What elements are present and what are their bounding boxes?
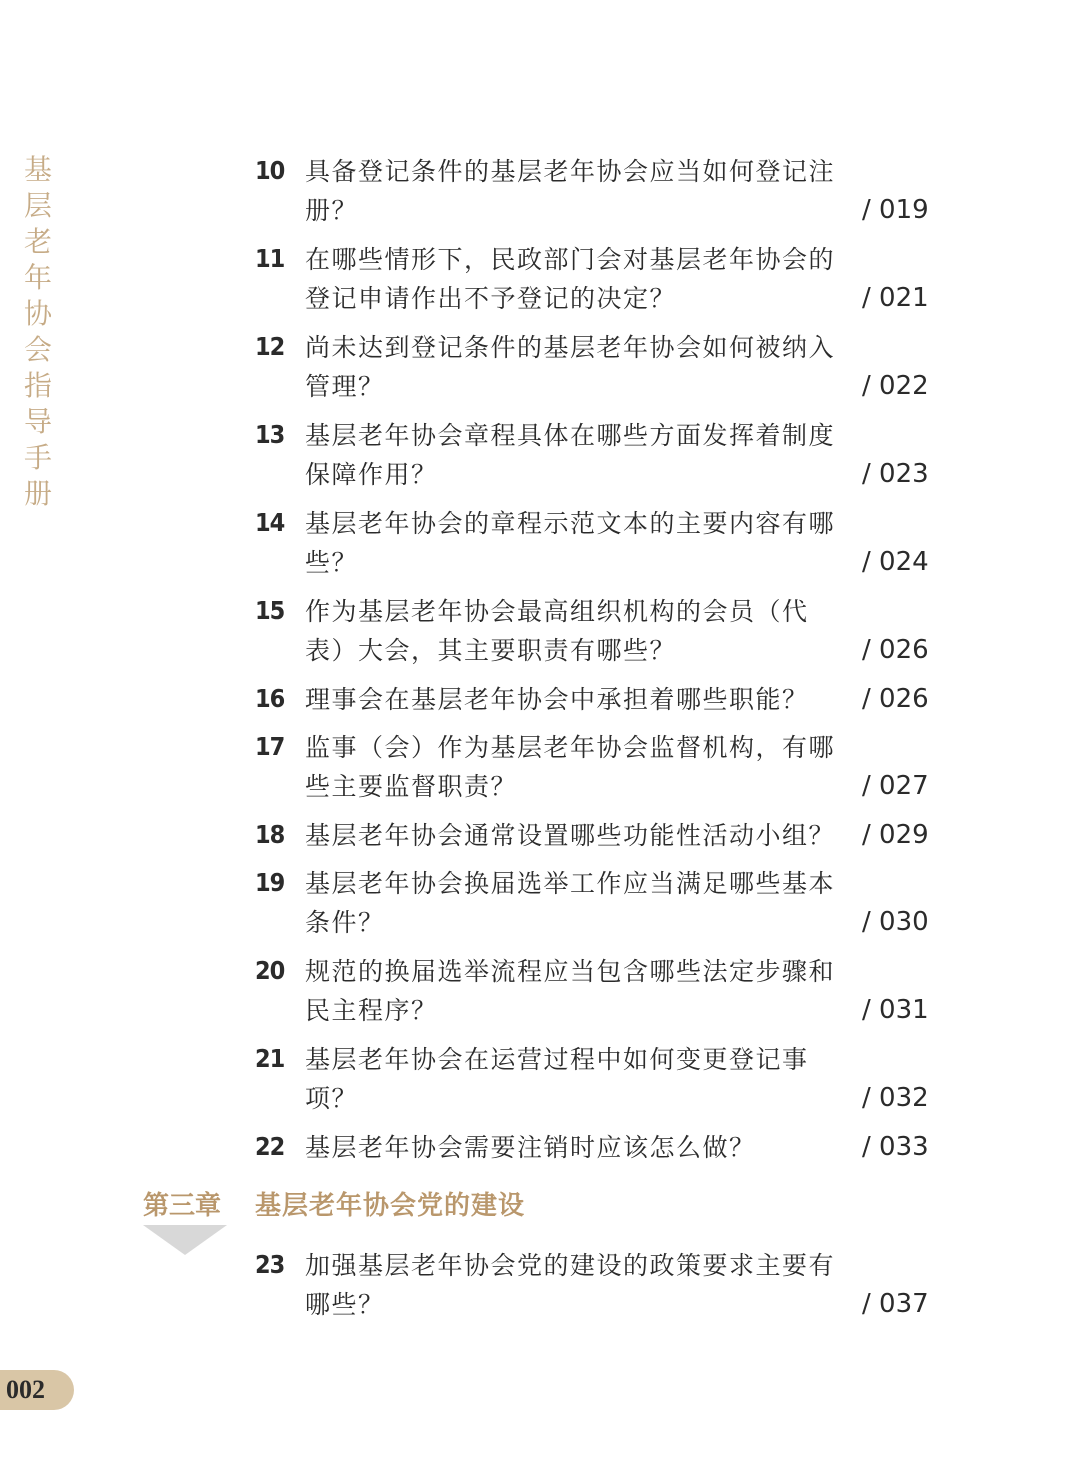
- entry-number: 13: [255, 420, 285, 449]
- entry-question: 监事（会）作为基层老年协会监督机构，有哪些主要监督职责？: [305, 733, 836, 801]
- toc-entry-21[interactable]: [0, 1040, 1080, 1120]
- page-number-badge: [0, 1370, 74, 1410]
- entry-question: 基层老年协会换届选举工作应当满足哪些基本条件？: [305, 869, 836, 937]
- book-title-char: 层: [23, 189, 52, 222]
- entry-number: 22: [255, 1132, 285, 1161]
- entry-number: 12: [255, 332, 285, 361]
- toc-entry-16[interactable]: [0, 680, 1080, 720]
- entry-page: / 022: [862, 371, 929, 401]
- toc-entry-17[interactable]: [0, 728, 1080, 808]
- entry-question: 尚未达到登记条件的基层老年协会如何被纳入管理？: [305, 333, 836, 401]
- entry-page: / 032: [862, 1083, 929, 1113]
- entry-question: 基层老年协会需要注销时应该怎么做？: [305, 1133, 756, 1162]
- toc-entry-20[interactable]: [0, 952, 1080, 1032]
- book-title-char: 指: [23, 369, 52, 402]
- entry-number: 23: [255, 1250, 285, 1279]
- entry-page: / 019: [862, 195, 929, 225]
- entry-question: 基层老年协会通常设置哪些功能性活动小组？: [305, 821, 836, 850]
- toc-entry-19[interactable]: [0, 864, 1080, 944]
- toc-entry-18[interactable]: [0, 816, 1080, 856]
- entry-page: / 026: [862, 635, 929, 665]
- entry-number: 15: [255, 596, 285, 625]
- toc-entry-15[interactable]: [0, 592, 1080, 672]
- chapter-title: 基层老年协会党的建设: [255, 1191, 526, 1221]
- entry-page: / 023: [862, 459, 929, 489]
- entry-page: / 037: [862, 1289, 929, 1319]
- entry-number: 16: [255, 684, 285, 713]
- entry-question: 基层老年协会章程具体在哪些方面发挥着制度保障作用？: [305, 421, 836, 489]
- entry-page: / 031: [862, 995, 929, 1025]
- toc-entry-12[interactable]: [0, 328, 1080, 408]
- entry-question: 基层老年协会的章程示范文本的主要内容有哪些？: [305, 509, 836, 577]
- toc-entry-13[interactable]: [0, 416, 1080, 496]
- entry-number: 20: [255, 956, 285, 985]
- entry-question: 具备登记条件的基层老年协会应当如何登记注册？: [305, 157, 836, 225]
- toc-entry-23[interactable]: [0, 1246, 1080, 1326]
- toc-entry-22[interactable]: [0, 1128, 1080, 1168]
- entry-question: 加强基层老年协会党的建设的政策要求主要有哪些？: [305, 1251, 836, 1319]
- book-title-char: 手: [23, 441, 52, 474]
- book-title-char: 基: [23, 153, 52, 186]
- book-title-char: 年: [23, 261, 52, 294]
- entry-question: 规范的换届选举流程应当包含哪些法定步骤和民主程序？: [305, 957, 836, 1025]
- entry-number: 17: [255, 732, 285, 761]
- book-title-char: 导: [23, 405, 52, 438]
- entry-number: 19: [255, 868, 285, 897]
- entry-question: 基层老年协会在运营过程中如何变更登记事项？: [305, 1045, 809, 1113]
- page-number: 002: [6, 1375, 45, 1404]
- entry-page: / 027: [862, 771, 929, 801]
- entry-page: / 033: [862, 1132, 929, 1162]
- entry-number: 21: [255, 1044, 285, 1073]
- entry-page: / 021: [862, 283, 929, 313]
- toc-entry-14[interactable]: [0, 504, 1080, 584]
- book-title-char: 老: [23, 225, 52, 258]
- entry-number: 10: [255, 156, 285, 185]
- entry-number: 18: [255, 820, 285, 849]
- entry-number: 14: [255, 508, 285, 537]
- book-title-char: 会: [23, 333, 52, 366]
- chapter-label: 第三章: [143, 1191, 222, 1221]
- entry-number: 11: [255, 244, 285, 273]
- book-title-char: 协: [23, 297, 52, 330]
- entry-question: 在哪些情形下，民政部门会对基层老年协会的登记申请作出不予登记的决定？: [305, 245, 836, 313]
- entry-page: / 029: [862, 820, 929, 850]
- entry-page: / 026: [862, 684, 929, 714]
- book-title-char: 册: [23, 477, 52, 510]
- toc-entry-11[interactable]: [0, 240, 1080, 320]
- entry-page: / 024: [862, 547, 929, 577]
- toc-entry-10[interactable]: [0, 152, 1080, 232]
- entry-question: 理事会在基层老年协会中承担着哪些职能？: [305, 685, 809, 714]
- entry-page: / 030: [862, 907, 929, 937]
- entry-question: 作为基层老年协会最高组织机构的会员（代表）大会，其主要职责有哪些？: [305, 597, 809, 665]
